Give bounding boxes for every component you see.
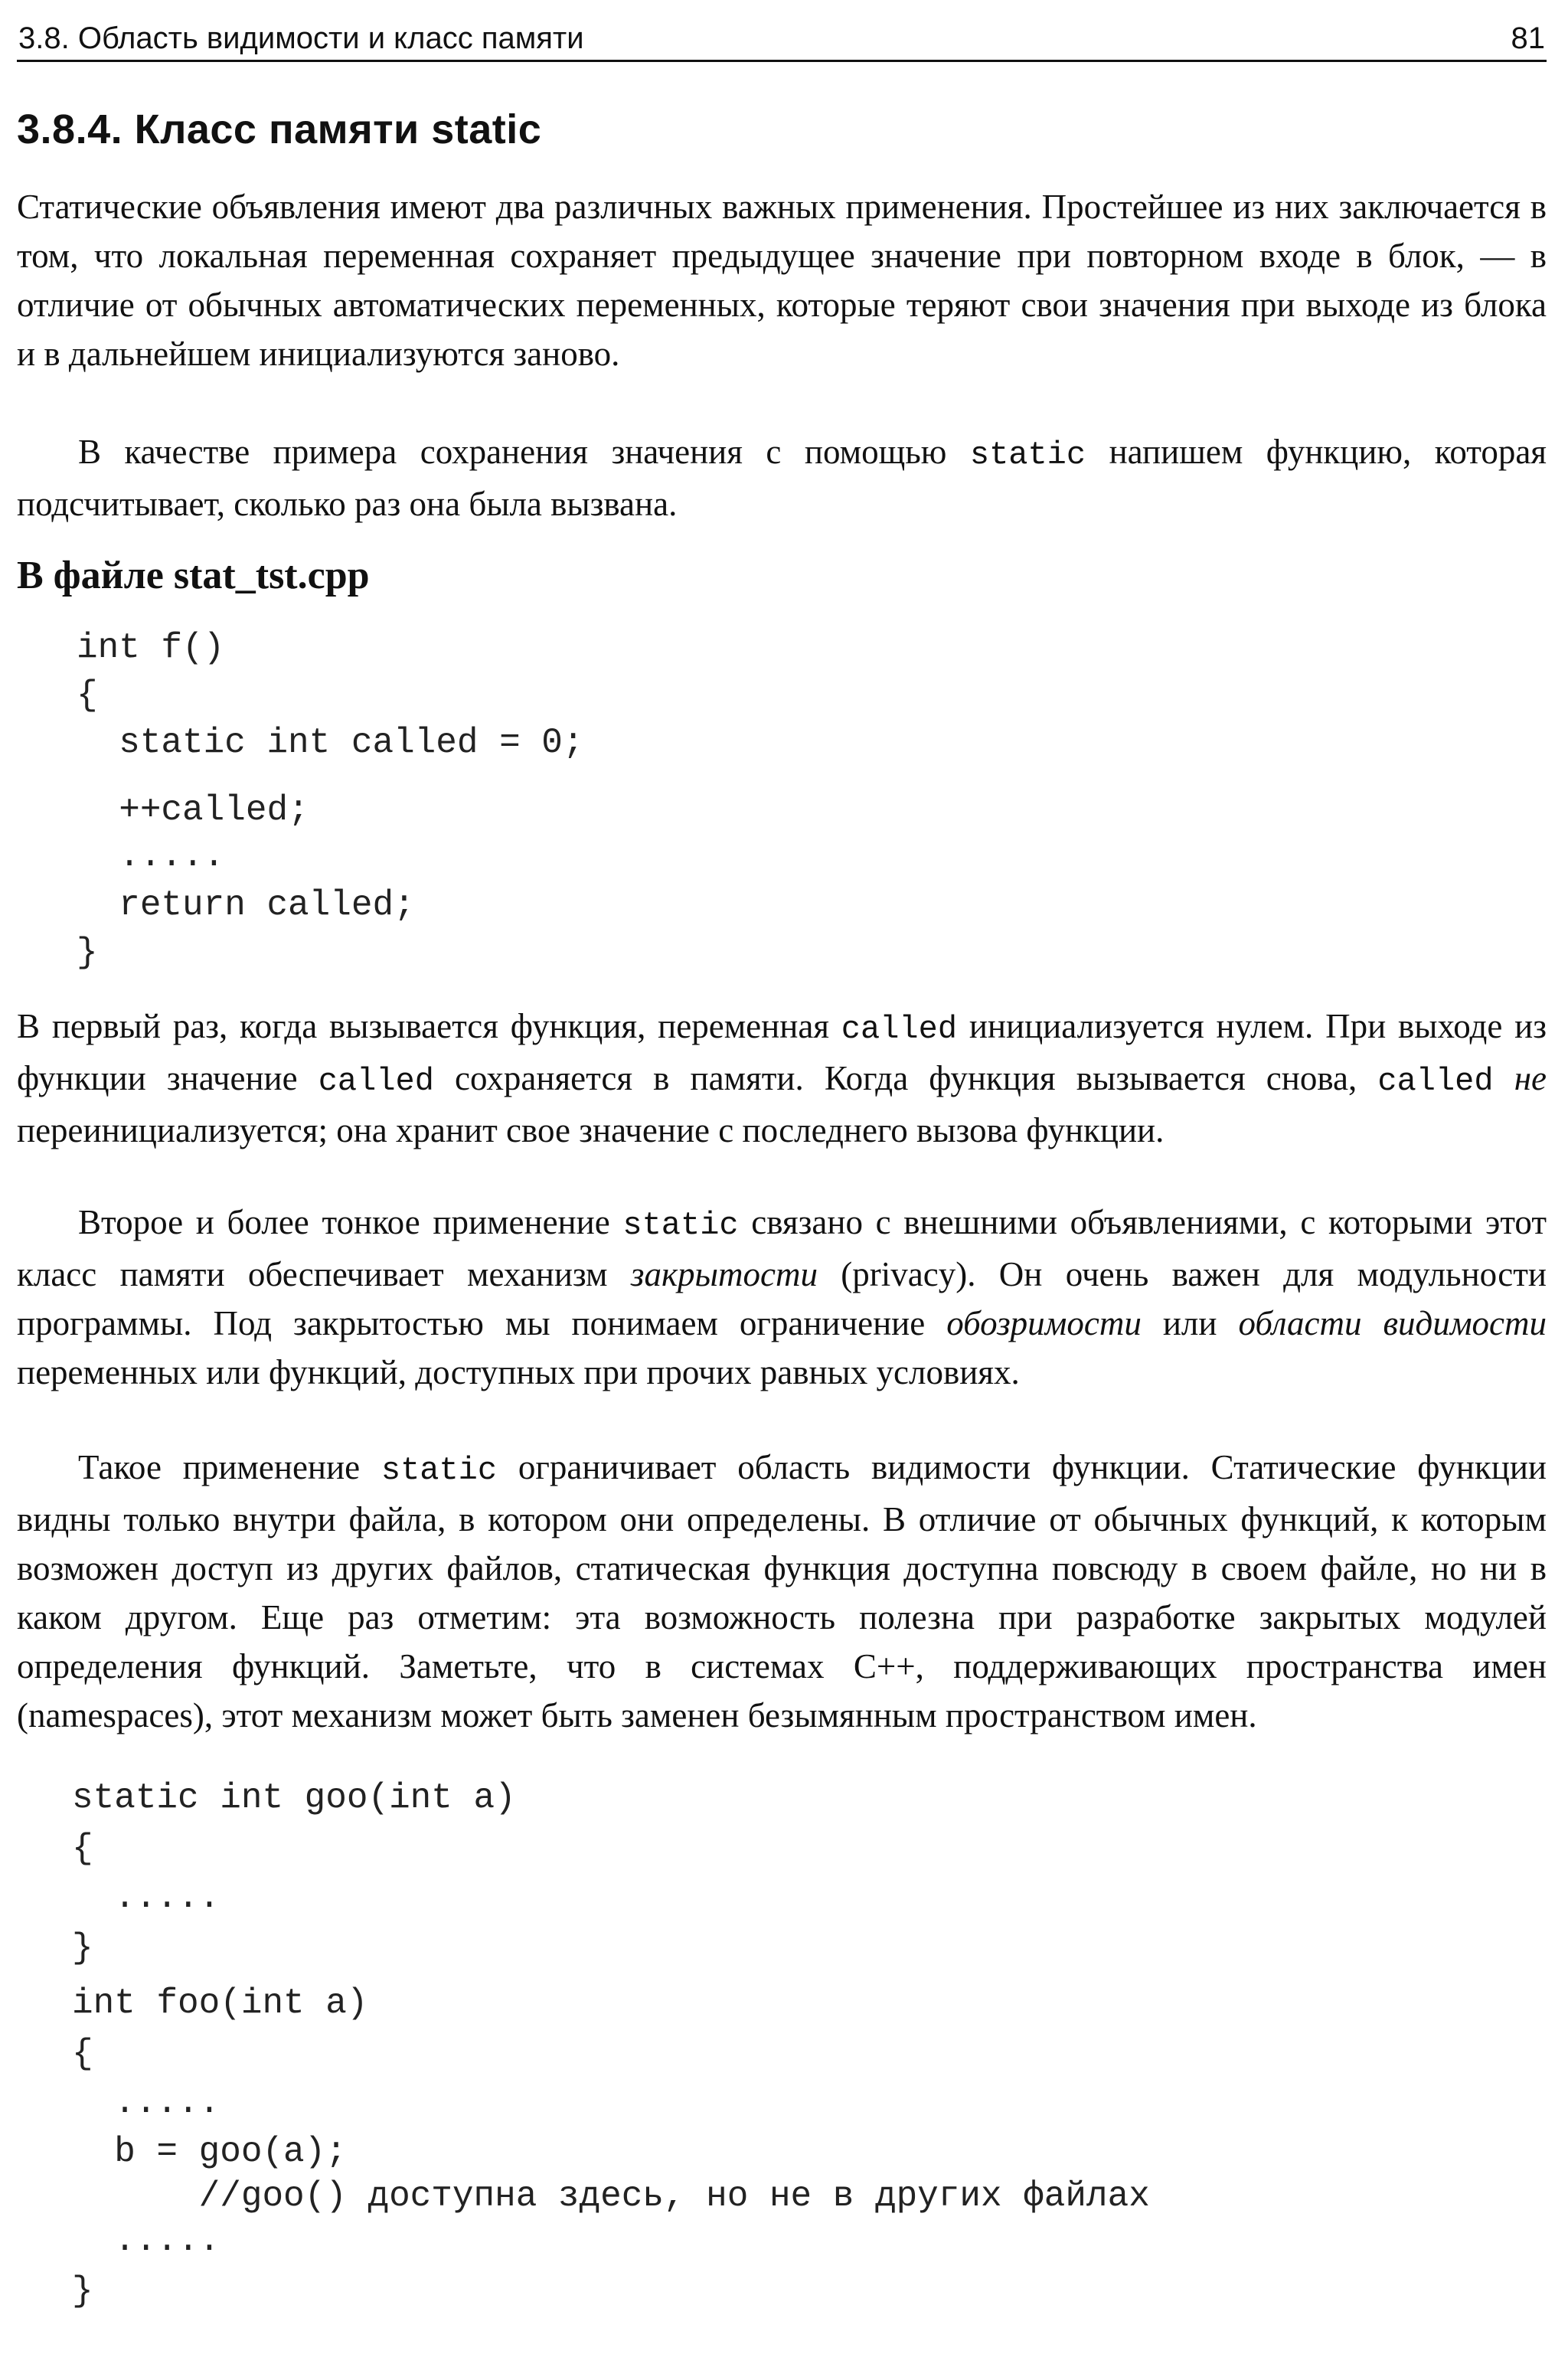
code-line: ..... <box>77 836 225 876</box>
code-line: { <box>72 1829 93 1868</box>
running-header-title: 3.8. Область видимости и класс памяти <box>18 21 584 55</box>
code-line: ..... <box>72 2221 220 2261</box>
code-block-f <box>17 628 584 986</box>
code-line: static int goo(int a) <box>72 1778 516 1818</box>
file-heading: В файле stat_tst.cpp <box>17 554 370 597</box>
code-line: ++called; <box>77 790 309 830</box>
paragraph-example: В качестве примера сохранения значения с помощью static напишем функцию, которая подсчитывает, сколько раз она была вызвана. <box>17 433 1547 523</box>
code-line: { <box>72 2034 93 2074</box>
code-line: int foo(int a) <box>72 1983 368 2023</box>
code-line: return called; <box>77 885 415 925</box>
code-line: b = goo(a); <box>72 2132 347 2172</box>
inline-code: static <box>969 436 1086 473</box>
page-number: 81 <box>1511 21 1545 55</box>
code-line: } <box>72 2271 93 2311</box>
paragraph-scope: Такое применение static ограничивает область видимости функции. Статические функции видны только внутри файла, в котором они определены. В отличие от обычных функций, к которым возможен доступ из других файлов, статическая функция доступна повсюду в своем файле, но ни в каком другом. Еще раз отметим: эта возможность полезна при разработке закрытых модулей определения функций. Заметьте, что в системах C++, поддерживающих пространства имен (namespaces), этот механизм может быть заменен безымянным пространством имен. <box>17 1448 1547 1734</box>
running-header <box>17 15 1547 62</box>
book-page <box>17 0 1547 2354</box>
paragraph-intro: Статические объявления имеют два различных важных применения. Простейшее из них заключается в том, что локальная переменная сохраняет предыдущее значение при повторном входе в блок, — в отличие от обычных автоматических переменных, которые теряют свои значения при выходе из блока и в дальнейшем инициализуются заново. <box>17 188 1547 373</box>
code-line: } <box>72 1928 93 1968</box>
code-line: int f() <box>77 628 225 668</box>
paragraph-privacy: Второе и более тонкое применение static связано с внешними объявлениями, с которыми этот класс памяти обеспечивает механизм закрытости (privacy). Он очень важен для модульности программы. Под закрытостью мы понимаем ограничение обозримости или области видимости переменных или функций, доступных при прочих равных условиях. <box>17 1203 1547 1391</box>
section-title: 3.8.4. Класс памяти static <box>17 106 542 152</box>
code-block-goo-foo <box>17 1778 1150 2311</box>
code-line: } <box>77 933 98 973</box>
paragraph-called: В первый раз, когда вызывается функция, переменная called инициализуется нулем. При выходе из функции значение called сохраняется в памяти. Когда функция вызывается снова, called не переинициализуется; она хранит свое значение с последнего вызова функции. <box>17 1007 1547 1149</box>
code-line: { <box>77 675 98 715</box>
code-line: static int called = 0; <box>77 723 584 763</box>
code-line: //goo() доступна здесь, но не в других файлах <box>72 2176 1150 2216</box>
code-line: ..... <box>72 1878 220 1918</box>
code-line: ..... <box>72 2083 220 2123</box>
